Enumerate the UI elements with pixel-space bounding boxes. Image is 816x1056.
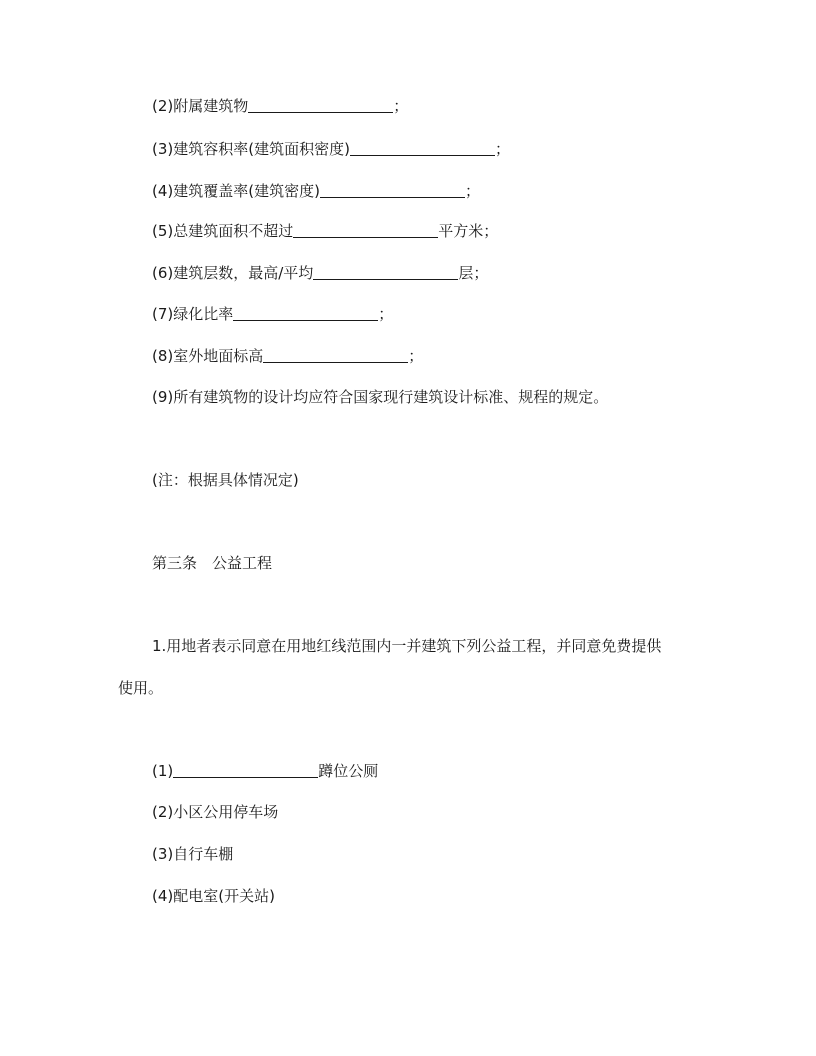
article-heading	[152, 553, 272, 573]
fill-blank	[248, 97, 393, 113]
fill-blank	[233, 305, 378, 321]
item-4-text: (4)建筑覆盖率(建筑密度)	[152, 182, 320, 200]
fill-blank	[320, 182, 465, 198]
facility-4	[152, 886, 275, 906]
item-2-text: (2)附属建筑物	[152, 97, 249, 115]
paragraph-1-continuation: 使用。	[118, 679, 164, 697]
facility-3-text: (3)自行车棚	[152, 845, 234, 863]
item-2	[152, 96, 408, 116]
item-7-text: (7)绿化比率	[152, 305, 234, 323]
item-8	[152, 346, 423, 366]
item-8-text: (8)室外地面标高	[152, 347, 264, 365]
fill-blank	[263, 347, 408, 363]
note-text: (注：根据具体情况定)	[152, 471, 299, 489]
note	[152, 470, 299, 490]
item-5	[152, 221, 498, 241]
item-4	[152, 181, 480, 201]
item-5-text: (5)总建筑面积不超过	[152, 222, 294, 240]
fill-blank	[293, 222, 438, 238]
facility-1-text: 蹲位公厕	[318, 762, 379, 780]
item-3-text: (3)建筑容积率(建筑面积密度)	[152, 140, 350, 158]
fill-blank	[173, 762, 318, 778]
paragraph-1-line-2	[118, 678, 163, 698]
facility-1	[152, 761, 378, 781]
item-3-suffix: ；	[494, 140, 510, 158]
item-6	[152, 263, 488, 283]
item-9-text: (9)所有建筑物的设计均应符合国家现行建筑设计标准、规程的规定。	[152, 388, 609, 406]
fill-blank	[313, 264, 458, 280]
facility-1-prefix: (1)	[152, 762, 174, 780]
item-7	[152, 304, 393, 324]
item-9	[152, 387, 608, 407]
paragraph-1-line-1	[152, 636, 661, 656]
facility-2-text: (2)小区公用停车场	[152, 803, 279, 821]
item-3	[152, 139, 510, 159]
item-6-suffix: 层；	[458, 264, 489, 282]
facility-2	[152, 802, 278, 822]
item-6-text: (6)建筑层数，最高/平均	[152, 264, 314, 282]
facility-3	[152, 844, 233, 864]
facility-4-text: (4)配电室(开关站)	[152, 887, 275, 905]
item-7-suffix: ；	[378, 305, 394, 323]
fill-blank	[350, 140, 495, 156]
item-5-suffix: 平方米；	[438, 222, 499, 240]
paragraph-1-text: 1.用地者表示同意在用地红线范围内一并建筑下列公益工程，并同意免费提供	[152, 637, 662, 655]
item-2-suffix: ；	[393, 97, 409, 115]
article-heading-text: 第三条 公益工程	[152, 554, 273, 572]
item-8-suffix: ；	[408, 347, 424, 365]
item-4-suffix: ；	[464, 182, 480, 200]
